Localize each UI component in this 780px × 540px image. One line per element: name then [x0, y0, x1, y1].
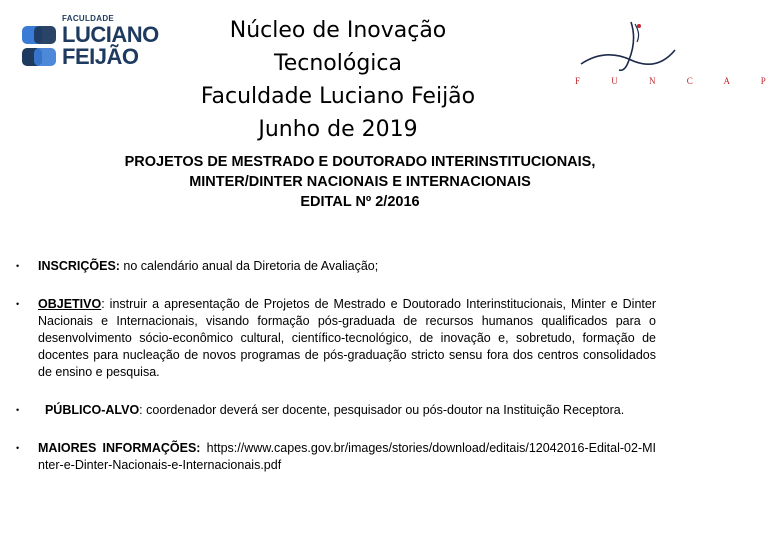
bullet-label: OBJETIVO	[38, 297, 102, 311]
bullet-publico-alvo	[16, 402, 656, 419]
logo-feijao-text: FEIJÃO	[62, 44, 139, 69]
funcap-wordmark: F U N C A P	[575, 76, 780, 86]
info-bullet-list	[16, 258, 656, 474]
heading-line-2: MINTER/DINTER NACIONAIS E INTERNACIONAIS	[189, 174, 531, 190]
bullet-icon: •	[16, 443, 20, 453]
logo-mark-icon	[20, 22, 60, 70]
bullet-text: no calendário anual da Diretoria de Avaliação;	[119, 259, 379, 273]
bullet-label: MAIORES INFORMAÇÕES:	[38, 441, 201, 455]
heading-line-1: PROJETOS DE MESTRADO E DOUTORADO INTERINSTITUCIONAIS,	[124, 154, 596, 170]
info-link[interactable]: https://www.capes.gov.br/images/stories/download/editais/12042016-Edital-02-MInter-e-Dinter-Nacionais-e-Internacionais.pdf	[38, 441, 656, 472]
bullet-icon: •	[16, 405, 20, 415]
funcap-logo	[575, 20, 780, 90]
bullet-inscricoes	[16, 258, 656, 275]
header-line-2: Faculdade Luciano Feijão	[200, 84, 476, 109]
bullet-icon: •	[16, 261, 20, 271]
bullet-objetivo	[16, 296, 656, 381]
header-line-3: Junho de 2019	[258, 117, 418, 142]
document-heading	[20, 152, 700, 212]
logo-luciano-text: LUCIANO	[62, 22, 159, 47]
header-title	[168, 14, 508, 146]
heading-line-3: EDITAL Nº 2/2016	[300, 194, 420, 210]
bullet-label: INSCRIÇÕES:	[38, 259, 120, 273]
logo-faculdade-text: FACULDADE	[62, 14, 115, 23]
funcap-emblem-icon	[575, 20, 685, 74]
bullet-text: : instruir a apresentação de Projetos de Mestrado e Doutorado Interinstitucionais, Minter e Dinter Nacionais e Internacionais, visando formação pós-graduada de recursos humanos qualificados para o desenvolvimento sócio-econômico cultural, científico-tecnológico, de inovação e, sobretudo, formação de docentes para nucleação de novos programas de pós-graduação stricto sensu fora dos centros consolidados de ensino e pesquisa.	[38, 297, 656, 379]
bullet-label: PÚBLICO-ALVO	[44, 403, 140, 417]
bullet-icon: •	[16, 299, 20, 309]
faculdade-luciano-feijao-logo	[20, 14, 170, 70]
bullet-text: : coordenador deverá ser docente, pesquisador ou pós-doutor na Instituição Receptora.	[139, 403, 625, 417]
header-line-1: Núcleo de Inovação Tecnológica	[229, 18, 447, 76]
bullet-maiores-informacoes	[16, 440, 656, 474]
